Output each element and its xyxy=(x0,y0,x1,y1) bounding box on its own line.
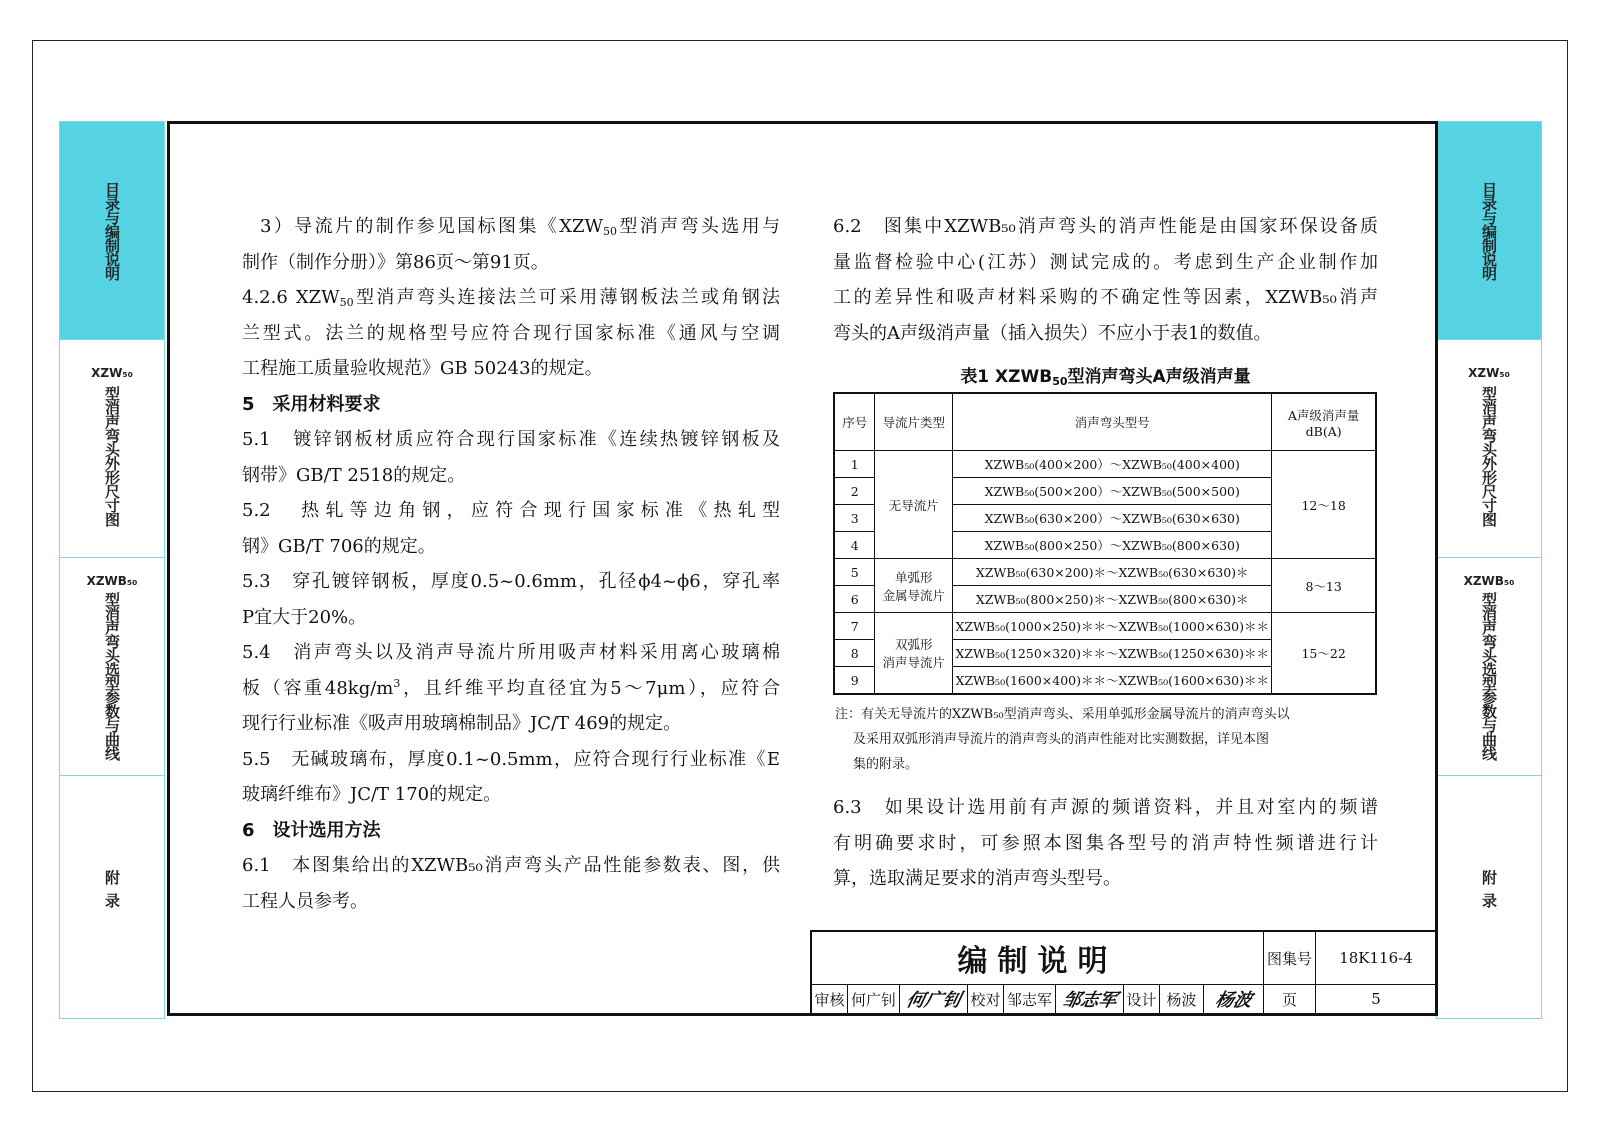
paragraph: 工的差异性和吸声材料采购的不确定性等因素，XZWB₅₀消声 xyxy=(833,287,1378,308)
paragraph: 5.4 消声弯头以及消声导流片所用吸声材料采用离心玻璃棉 xyxy=(242,642,780,663)
cell-no: 3 xyxy=(834,505,875,532)
table-note xyxy=(835,702,1373,777)
cell-type: 无导流片 xyxy=(875,451,953,559)
cell-no: 4 xyxy=(834,532,875,559)
paragraph: 量监督检验中心(江苏）测试完成的。考虑到生产企业制作加 xyxy=(833,251,1378,273)
table-row xyxy=(834,559,1376,586)
sidebar-label: 型消声弯头选型参数与曲线 xyxy=(1480,592,1498,760)
paragraph: 6.3 如果设计选用前有声源的频谱资料，并且对室内的频谱 xyxy=(833,797,1378,818)
table-caption: 表1 $XZWB_{50}$型消声弯头A声级消声量 xyxy=(960,367,1251,388)
sidebar-head: XZWB₅₀ xyxy=(86,574,138,588)
sidebar-section-appendix[interactable] xyxy=(60,776,164,1020)
cell-no: 2 xyxy=(834,478,875,505)
checker-name: 邹志军 xyxy=(1004,985,1056,1013)
cell-model: XZWB₅₀(1600×400)＊＊～XZWB₅₀(1600×630)＊＊ xyxy=(953,667,1272,695)
sidebar-label: 目录与编制说明 xyxy=(1480,182,1498,280)
cell-no: 6 xyxy=(834,586,875,613)
sidebar-section-xzw50[interactable] xyxy=(1437,340,1541,558)
cell-type: 单弧形 金属导流片 xyxy=(875,559,953,613)
designer-signature: 杨波 xyxy=(1204,985,1264,1013)
paragraph: 玻璃纤维布》JC/T 170的规定。 xyxy=(242,784,502,805)
cell-model: XZWB₅₀(800×250)＊～XZWB₅₀(800×630)＊ xyxy=(953,586,1272,613)
sidebar-label: 附录 xyxy=(1480,870,1498,916)
section-heading: 5 采用材料要求 xyxy=(242,393,381,415)
paragraph: 5.3 穿孔镀锌钢板，厚度0.5~0.6mm，孔径ϕ4~ϕ6，穿孔率 xyxy=(242,571,780,592)
note-line: 注：有关无导流片的XZWB₅₀型消声弯头、采用单弧形金属导流片的消声弯头以 xyxy=(835,707,1290,722)
drawing-title: 编制说明 xyxy=(812,932,1264,985)
checker-signature: 邹志军 xyxy=(1056,985,1124,1013)
right-text-column xyxy=(833,209,1378,351)
sidebar-label: 型消声弯头外形尺寸图 xyxy=(1480,386,1498,526)
attenuation-table xyxy=(833,392,1377,695)
right-sidebar xyxy=(1436,121,1542,1019)
paragraph: 钢》GB/T 706的规定。 xyxy=(242,535,436,557)
sidebar-section-contents[interactable] xyxy=(1437,122,1541,340)
cell-model: XZWB₅₀(400×200）～XZWB₅₀(400×400) xyxy=(953,451,1272,478)
table-row xyxy=(834,613,1376,640)
check-label: 校对 xyxy=(968,985,1004,1013)
cell-model: XZWB₅₀(800×250）～XZWB₅₀(800×630) xyxy=(953,532,1272,559)
sidebar-section-appendix[interactable] xyxy=(1437,776,1541,1020)
cell-no: 5 xyxy=(834,559,875,586)
paragraph: 有明确要求时，可参照本图集各型号的消声特性频谱进行计 xyxy=(833,832,1378,854)
sidebar-head: XZW₅₀ xyxy=(91,366,133,380)
sidebar-head: XZWB₅₀ xyxy=(1463,574,1515,588)
atlas-label: 图集号 xyxy=(1264,932,1316,985)
title-block xyxy=(810,930,1435,1013)
paragraph: 6.1 本图集给出的XZWB₅₀消声弯头产品性能参数表、图，供 xyxy=(242,855,780,876)
paragraph: 钢带》GB/T 2518的规定。 xyxy=(242,464,466,486)
header-type: 导流片类型 xyxy=(875,393,953,451)
paragraph: 工程人员参考。 xyxy=(242,890,368,912)
cell-model: XZWB₅₀(630×200)＊～XZWB₅₀(630×630)＊ xyxy=(953,559,1272,586)
table-row xyxy=(834,451,1376,478)
paragraph: 6.2 图集中XZWB₅₀消声弯头的消声性能是由国家环保设备质 xyxy=(833,216,1378,237)
sidebar-label: 目录与编制说明 xyxy=(103,182,121,280)
cell-no: 7 xyxy=(834,613,875,640)
page-label: 页 xyxy=(1264,985,1316,1013)
page-number: 5 xyxy=(1316,985,1437,1013)
cell-no: 8 xyxy=(834,640,875,667)
cell-model: XZWB₅₀(500×200）～XZWB₅₀(500×500) xyxy=(953,478,1272,505)
paragraph: 算，选取满足要求的消声弯头型号。 xyxy=(833,868,1121,889)
reviewer-signature: 何广钊 xyxy=(900,985,968,1013)
cell-db: 15～22 xyxy=(1272,613,1376,695)
header-no: 序号 xyxy=(834,393,875,451)
reviewer-name: 何广钊 xyxy=(848,985,900,1013)
atlas-number: 18K116-4 xyxy=(1316,932,1437,985)
sidebar-section-xzwb50[interactable] xyxy=(1437,558,1541,776)
cell-type: 双弧形 消声导流片 xyxy=(875,613,953,695)
designer-name: 杨波 xyxy=(1160,985,1204,1013)
section-heading: 6 设计选用方法 xyxy=(242,819,381,841)
sidebar-section-xzwb50[interactable] xyxy=(60,558,164,776)
table-header-row xyxy=(834,393,1376,451)
paragraph: 5.1 镀锌钢板材质应符合现行国家标准《连续热镀锌钢板及 xyxy=(242,429,780,450)
sidebar-section-xzw50[interactable] xyxy=(60,340,164,558)
header-model: 消声弯头型号 xyxy=(953,393,1272,451)
paragraph: 现行行业标准《吸声用玻璃棉制品》JC/T 469的规定。 xyxy=(242,713,682,734)
sidebar-label: 型消声弯头外形尺寸图 xyxy=(103,386,121,526)
cell-model: XZWB₅₀(1250×320)＊＊～XZWB₅₀(1250×630)＊＊ xyxy=(953,640,1272,667)
header-db: A声级消声量 dB(A) xyxy=(1272,393,1376,451)
right-text-column-bottom xyxy=(833,790,1378,897)
cell-no: 9 xyxy=(834,667,875,695)
paragraph: 5.2 热轧等边角钢，应符合现行国家标准《热轧型 xyxy=(242,500,780,521)
left-sidebar xyxy=(59,121,165,1019)
cell-db: 12～18 xyxy=(1272,451,1376,559)
cell-model: XZWB₅₀(630×200）～XZWB₅₀(630×630) xyxy=(953,505,1272,532)
paragraph: 工程施工质量验收规范》GB 50243的规定。 xyxy=(242,358,603,379)
paragraph: 板（容重$48kg/m^3$，且纤维平均直径宜为5～7μm），应符合 xyxy=(242,676,781,699)
paragraph: 5.5 无碱玻璃布，厚度0.1~0.5mm，应符合现行行业标准《E xyxy=(242,748,780,770)
cell-no: 1 xyxy=(834,451,875,478)
paragraph: 4.2.6 $XZW_{50}$型消声弯头连接法兰可采用薄钢板法兰或角钢法 xyxy=(242,287,781,309)
sidebar-section-contents[interactable] xyxy=(60,122,164,340)
cell-db: 8～13 xyxy=(1272,559,1376,613)
note-line: 集的附录。 xyxy=(853,757,919,772)
paragraph: P宜大于20%。 xyxy=(242,606,367,628)
note-line: 及采用双弧形消声导流片的消声弯头的消声性能对比实测数据，详见本图 xyxy=(853,732,1270,747)
sidebar-label: 型消声弯头选型参数与曲线 xyxy=(103,592,121,760)
left-text-column xyxy=(242,209,780,919)
cell-model: XZWB₅₀(1000×250)＊＊～XZWB₅₀(1000×630)＊＊ xyxy=(953,613,1272,640)
paragraph: 兰型式。法兰的规格型号应符合现行国家标准《通风与空调 xyxy=(242,322,780,344)
paragraph: 3）导流片的制作参见国标图集《$XZW_{50}$型消声弯头选用与 xyxy=(260,216,781,238)
sidebar-label: 附录 xyxy=(103,870,121,916)
paragraph: 制作（制作分册）》第86页～第91页。 xyxy=(242,251,549,273)
sidebar-head: XZW₅₀ xyxy=(1468,366,1510,380)
review-label: 审核 xyxy=(812,985,848,1013)
design-label: 设计 xyxy=(1124,985,1160,1013)
paragraph: 弯头的A声级消声量（插入损失）不应小于表1的数值。 xyxy=(833,322,1272,344)
